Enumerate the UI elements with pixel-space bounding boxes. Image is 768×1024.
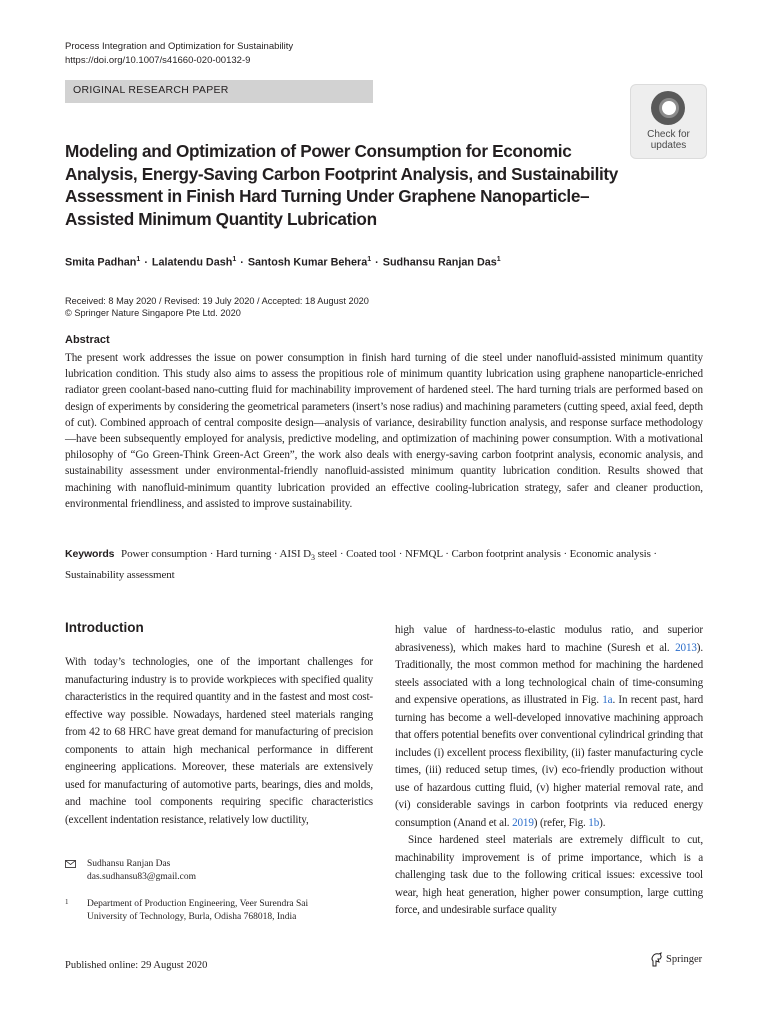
- paper-title: Modeling and Optimization of Power Consumption for Economic Analysis, Energy-Saving Carbon Footprint Analysis, and Sustainability Assessment in Finish Hard Turning Under Graphene Nanoparticle–Assisted Minimum Quantity Lubrication: [65, 141, 619, 229]
- springer-horse-icon: [650, 952, 663, 967]
- author-separator: ·: [144, 256, 148, 269]
- keyword: Hard turning: [215, 548, 272, 560]
- keyword-separator: ·: [445, 548, 449, 560]
- keyword-text: AISI D: [279, 548, 312, 560]
- keyword-separator: ·: [398, 548, 403, 560]
- abstract-heading: Abstract: [65, 334, 110, 346]
- affiliation-line: Department of Production Engineering, Veer Surendra Sai: [87, 899, 309, 909]
- intro-column-left: [65, 654, 373, 829]
- copyright: © Springer Nature Singapore Pte Ltd. 2020: [65, 308, 241, 318]
- keyword-subscript: 3: [311, 553, 315, 563]
- keywords: [65, 546, 703, 583]
- keyword-separator: ·: [563, 548, 568, 560]
- keyword: Economic analysis: [569, 548, 651, 560]
- author-name[interactable]: Smita Padhan: [65, 256, 137, 269]
- envelope-icon: [65, 860, 76, 868]
- corresponding-author-email[interactable]: das.sudhansu83@gmail.com: [87, 872, 197, 882]
- citation-link[interactable]: 2019: [512, 816, 534, 829]
- badge-line-1: Check for: [647, 129, 690, 140]
- article-dates: Received: 8 May 2020 / Revised: 19 July 2020 / Accepted: 18 August 2020: [65, 296, 369, 306]
- figure-link[interactable]: 1b: [588, 816, 600, 829]
- affiliation-number: 1: [65, 898, 69, 906]
- doi-link[interactable]: https://doi.org/10.1007/s41660-020-00132-9: [65, 55, 251, 66]
- keyword-separator: ·: [653, 548, 657, 560]
- intro-text: ) (refer, Fig.: [533, 816, 589, 829]
- crossmark-icon: [651, 91, 685, 125]
- keywords-label: Keywords: [65, 548, 115, 560]
- intro-paragraph: [395, 622, 703, 832]
- introduction-heading: Introduction: [65, 620, 144, 635]
- badge-line-2: updates: [650, 140, 687, 151]
- keyword: Carbon footprint analysis: [451, 548, 561, 560]
- published-date: Published online: 29 August 2020: [65, 960, 208, 971]
- figure-link[interactable]: 1a: [602, 694, 613, 706]
- intro-text: ).: [599, 816, 606, 829]
- author-separator: ·: [240, 256, 244, 269]
- keyword-separator: ·: [209, 548, 214, 560]
- intro-paragraph: With today’s technologies, one of the important challenges for manufacturing industry is to provide workpieces with specified quality characteristics in the required quantity and in the fastest and most cost-effective way possible. Nowadays, hardened steel materials ranging from 42 to 68 HRC have great demand for manufacturing of precision components to attain high mechanical performance in different engineering applications. Moreover, these materials are extensively used for manufacturing of automotive parts, bearings, dies and molds, and machine tool components requiring specific characteristics (excellent indentation resistance, relatively low ductility,: [65, 656, 373, 826]
- keyword-separator: ·: [273, 548, 278, 560]
- author-name[interactable]: Sudhansu Ranjan Das: [382, 256, 497, 269]
- intro-text: high value of hardness-to-elastic modulus ratio, and superior abrasiveness), which makes hard to machine (Suresh et al.: [395, 624, 703, 654]
- keyword: [279, 548, 338, 563]
- intro-text: ). Traditionally, the most common method for machining the hardened steels associated with a long technological chain of time-consuming and expensive operations, as illustrated in Fig.: [395, 641, 703, 706]
- publisher-name: Springer: [666, 954, 703, 965]
- intro-column-right: [395, 622, 703, 920]
- author-separator: ·: [375, 256, 379, 269]
- keyword-separator: ·: [339, 548, 344, 560]
- author-affiliation: 1: [232, 256, 237, 263]
- keyword: Coated tool: [346, 548, 397, 560]
- affiliation-line: University of Technology, Burla, Odisha 768018, India: [87, 912, 297, 922]
- keyword: Sustainability assessment: [65, 568, 175, 581]
- citation-link[interactable]: 2013: [675, 641, 697, 654]
- author-affiliation: 1: [367, 256, 372, 263]
- author-list: [65, 256, 501, 269]
- article-type-banner: [65, 80, 373, 103]
- author-name[interactable]: Santosh Kumar Behera: [247, 256, 368, 269]
- corresponding-author-name: Sudhansu Ranjan Das: [87, 859, 171, 869]
- author-affiliation: 1: [496, 256, 501, 263]
- check-for-updates-badge[interactable]: [630, 84, 707, 159]
- intro-paragraph: Since hardened steel materials are extremely difficult to cut, machinability improvement is of prime importance, which is a challenging task due to the following critical issues: excessive tool wear, high heat generation, higher power consumption, large cutting force, and undesirable surface quality: [395, 834, 703, 916]
- author-affiliation: 1: [136, 256, 141, 263]
- keyword-text: steel: [314, 548, 338, 560]
- intro-text: . In recent past, hard turning has become a well-developed innovative machining approach that offers potential benefits over conventional cylindrical grinding that includes (i) excellent process flexibility, (ii) faster manufacturing cycle times, (iii) reduced setup times, (iv) eco-friendly production without use of hazardous cutting fluid, (v) higher material removal rate, and (vi) considerable savings in carbon footprints via reduced energy consumption (Anand et al.: [395, 694, 703, 829]
- journal-name: Process Integration and Optimization for Sustainability: [65, 41, 294, 52]
- author-name[interactable]: Lalatendu Dash: [151, 256, 233, 269]
- abstract-text: The present work addresses the issue on power consumption in finish hard turning of die steel under nanofluid-assisted minimum quantity lubrication condition. This study also aims to assess the propitious role of minimum quantity lubrication using graphene nanoparticle-enriched radiator green coolant-based nano-cutting fluid for machinability improvement of hardened steel. The hard turning trials are performed based on design of experiments by considering the geometrical parameters (insert’s nose radius) and machining parameters (cutting speed, axial feed, depth of cut). Combined approach of central composite design—analysis of variance, desirability function analysis, and response surface methodology—have been subsequently employed for analysis, predictive modeling, and optimization of machining power consumption. With a motivational philosophy of “Go Green-Think Green-Act Green”, the work also deals with energy-saving carbon footprint analysis, economic analysis, and sustainability assessment under environmental-friendly nanofluid-assisted minimum quantity lubrication condition. Results showed that machining with nanofluid-minimum quantity lubrication provided an effective cooling-lubrication strategy, safer and cleaner production, environmental friendliness, and assisted to improve sustainability.: [65, 352, 703, 510]
- article-type-label: ORIGINAL RESEARCH PAPER: [73, 84, 229, 96]
- publisher-logo[interactable]: [650, 952, 702, 967]
- keyword: NFMQL: [404, 548, 443, 560]
- keyword: Power consumption: [121, 548, 208, 560]
